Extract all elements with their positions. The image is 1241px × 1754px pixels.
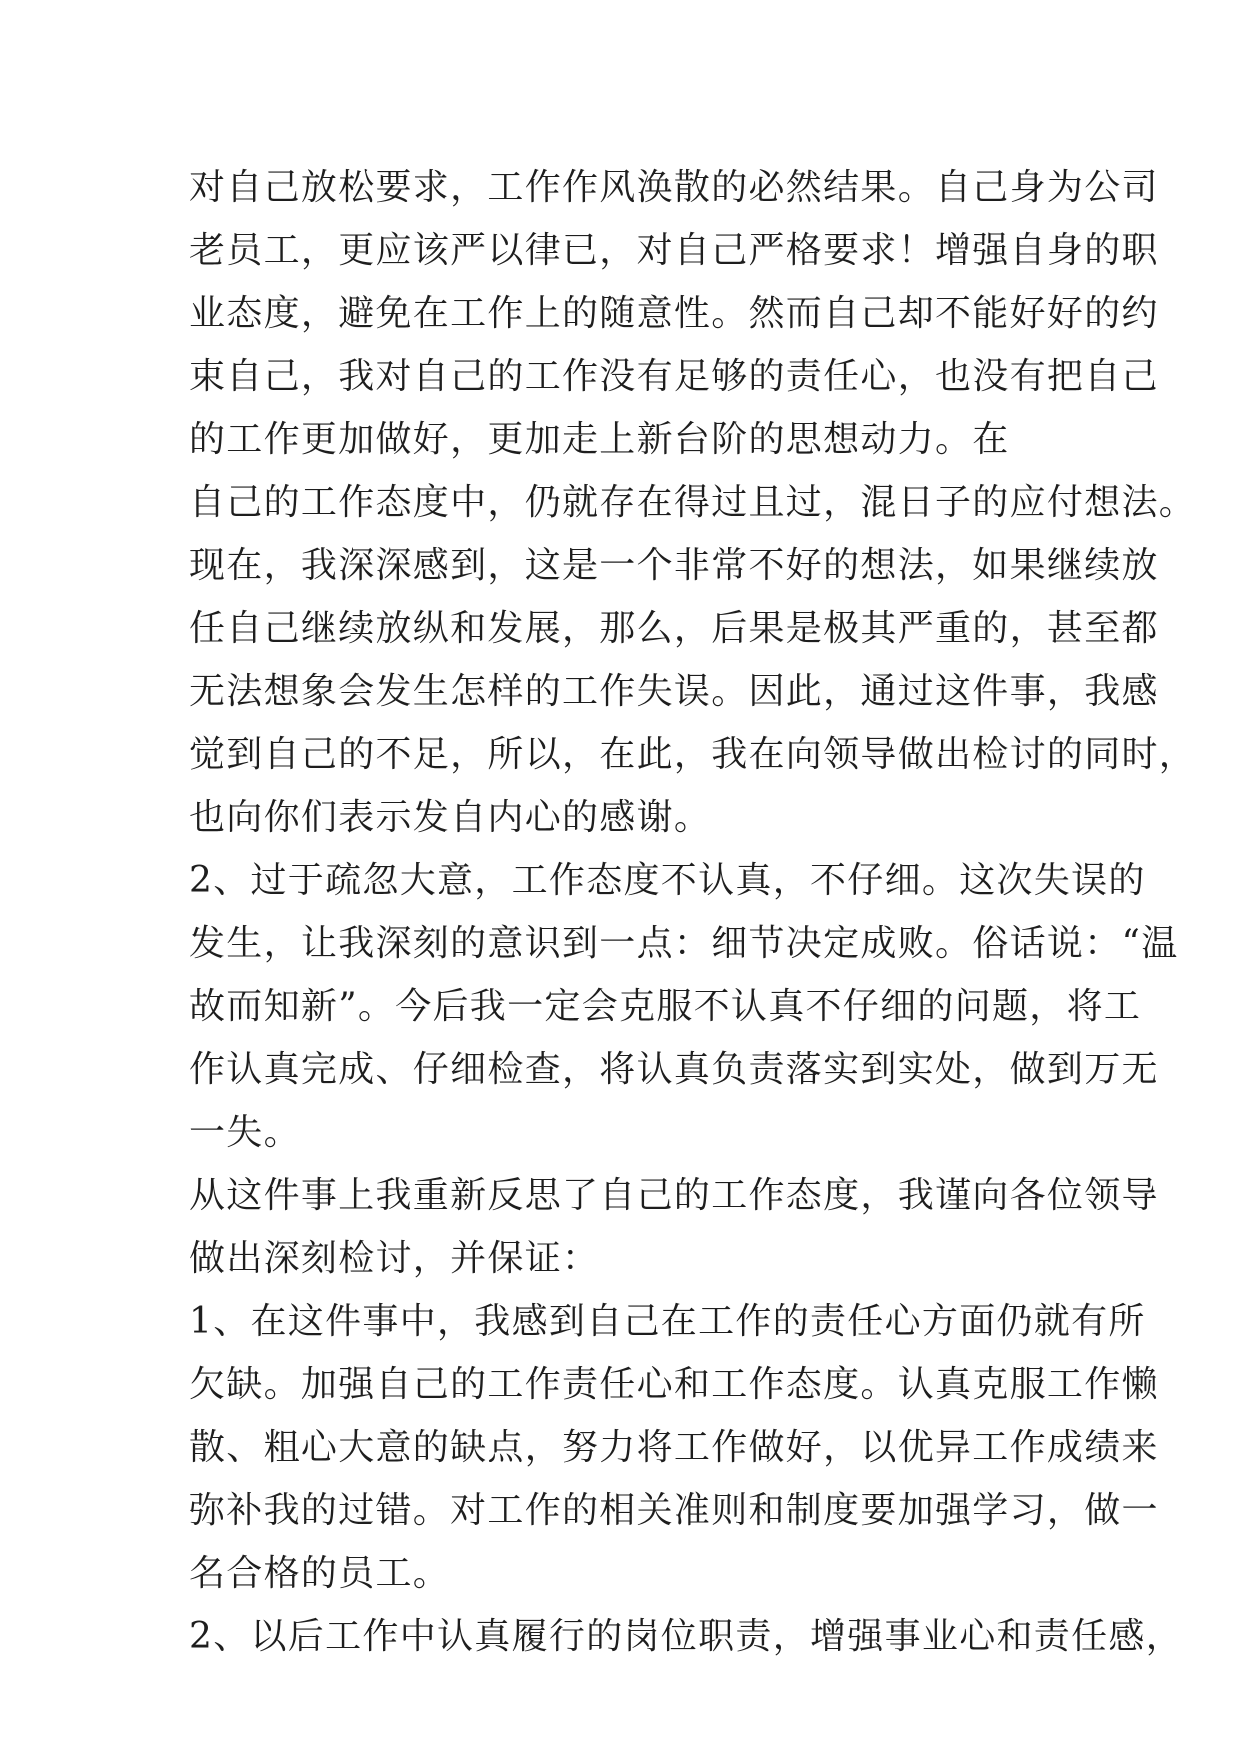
text-line: 作认真完成、仔细检查，将认真负责落实到实处，做到万无 [189, 1049, 1159, 1090]
text-line: 故而知新”。今后我一定会克服不认真不仔细的问题，将工 [189, 986, 1142, 1027]
text-line: 弥补我的过错。对工作的相关准则和制度要加强学习，做一 [189, 1490, 1159, 1531]
text-line: 欠缺。加强自己的工作责任心和工作态度。认真克服工作懒 [189, 1364, 1159, 1405]
text-line: 1、在这件事中，我感到自己在工作的责任心方面仍就有所 [189, 1301, 1146, 1342]
text-line: 任自己继续放纵和发展，那么，后果是极其严重的，甚至都 [189, 608, 1159, 649]
text-line: 名合格的员工。 [189, 1553, 451, 1594]
document-body [189, 156, 1197, 1668]
text-line: 束自己，我对自己的工作没有足够的责任心，也没有把自己 [189, 356, 1159, 397]
text-line: 无法想象会发生怎样的工作失误。因此，通过这件事，我感 [189, 671, 1159, 712]
text-line: 做出深刻检讨，并保证： [189, 1238, 600, 1279]
text-line: 也向你们表示发自内心的感谢。 [189, 797, 712, 838]
text-line: 一失。 [189, 1112, 301, 1153]
text-line: 觉到自己的不足，所以，在此，我在向领导做出检讨的同时， [189, 734, 1197, 775]
text-line: 2、以后工作中认真履行的岗位职责，增强事业心和责任感， [189, 1616, 1184, 1657]
text-line: 现在，我深深感到，这是一个非常不好的想法，如果继续放 [189, 545, 1159, 586]
text-line: 业态度，避免在工作上的随意性。然而自己却不能好好的约 [189, 293, 1159, 334]
text-line: 发生，让我深刻的意识到一点：细节决定成败。俗话说：“温 [189, 923, 1179, 964]
text-line: 从这件事上我重新反思了自己的工作态度，我谨向各位领导 [189, 1175, 1159, 1216]
text-line: 自己的工作态度中，仍就存在得过且过，混日子的应付想法。 [189, 482, 1197, 523]
text-line: 对自己放松要求，工作作风涣散的必然结果。自己身为公司 [189, 167, 1159, 208]
text-line: 2、过于疏忽大意，工作态度不认真，不仔细。这次失误的 [189, 860, 1146, 901]
text-line: 散、粗心大意的缺点，努力将工作做好，以优异工作成绩来 [189, 1427, 1159, 1468]
text-line: 老员工，更应该严以律已，对自己严格要求！增强自身的职 [189, 230, 1159, 271]
text-line: 的工作更加做好，更加走上新台阶的思想动力。在 [189, 419, 1010, 460]
